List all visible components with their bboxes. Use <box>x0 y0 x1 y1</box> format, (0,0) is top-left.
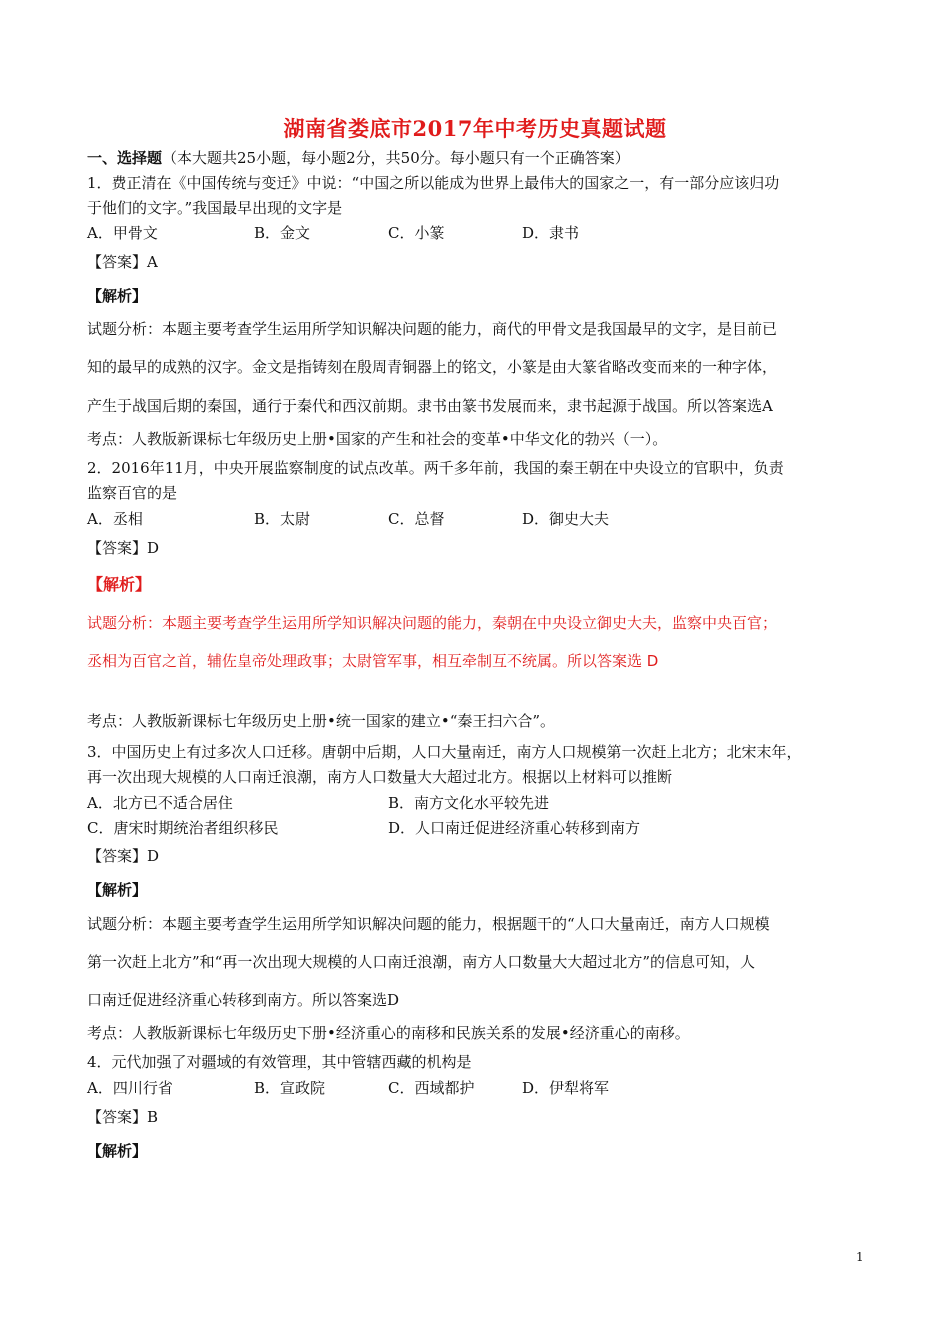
q2-stem-line1: 2．2016年11月，中央开展监察制度的试点改革。两千多年前，我国的秦王朝在中央设立的官职中，负责 <box>87 459 784 477</box>
q2-option-a: A．丞相 <box>87 510 143 528</box>
q2-option-b: B．太尉 <box>254 510 311 528</box>
q2-answer: 【答案】D <box>87 539 160 557</box>
q3-analysis-line1: 试题分析：本题主要考查学生运用所学知识解决问题的能力，根据题干的“人口大量南迁，南方人口规模 <box>87 915 770 933</box>
q1-stem-line2: 于他们的文字。”我国最早出现的文字是 <box>87 199 343 217</box>
page-number: 1 <box>856 1250 864 1264</box>
q3-analysis-label: 【解析】 <box>87 881 148 899</box>
q2-analysis-line2: 丞相为百官之首，辅佐皇帝处理政事；太尉管军事，相互牵制互不统属。所以答案选 D <box>87 652 659 670</box>
q3-analysis-line2: 第一次赶上北方”和“再一次出现大规模的人口南迁浪潮，南方人口数量大大超过北方”的信息可知，人 <box>87 953 756 971</box>
q2-option-c: C．总督 <box>388 510 445 528</box>
q3-stem-line2: 再一次出现大规模的人口南迁浪潮，南方人口数量大大超过北方。根据以上材料可以推断 <box>87 768 673 786</box>
q3-answer: 【答案】D <box>87 847 160 865</box>
q1-option-b: B．金文 <box>254 224 311 242</box>
q1-point: 考点：人教版新课标七年级历史上册•国家的产生和社会的变革•中华文化的勃兴（一）。 <box>87 430 668 448</box>
q3-option-c: C．唐宋时期统治者组织移民 <box>87 819 279 837</box>
q4-option-c: C．西域都护 <box>388 1079 475 1097</box>
q3-analysis-line3: 口南迁促进经济重心转移到南方。所以答案选D <box>87 991 400 1009</box>
q3-option-a: A．北方已不适合居住 <box>87 794 233 812</box>
q2-analysis-label: 【解析】 <box>87 575 152 594</box>
q1-option-c: C．小篆 <box>388 224 445 242</box>
q4-option-d: D．伊犁将军 <box>522 1079 610 1097</box>
q3-point: 考点：人教版新课标七年级历史下册•经济重心的南移和民族关系的发展•经济重心的南移。 <box>87 1024 690 1042</box>
q1-stem-line1: 1．费正清在《中国传统与变迁》中说：“中国之所以能成为世界上最伟大的国家之一，有一部分应该归功 <box>87 174 780 192</box>
q1-option-d: D．隶书 <box>522 224 580 242</box>
q2-option-d: D．御史大夫 <box>522 510 610 528</box>
section-note: （本大题共25小题，每小题2分，共50分。每小题只有一个正确答案） <box>162 149 630 167</box>
q3-option-d: D．人口南迁促进经济重心转移到南方 <box>388 819 641 837</box>
q3-stem-line1: 3．中国历史上有过多次人口迁移。唐朝中后期，人口大量南迁，南方人口规模第一次赶上北方；北宋末年， <box>87 743 802 761</box>
q1-analysis-label: 【解析】 <box>87 287 148 305</box>
section-heading: 一、选择题 <box>87 149 163 167</box>
q4-stem-line1: 4．元代加强了对疆域的有效管理，其中管辖西藏的机构是 <box>87 1053 472 1071</box>
q4-analysis-label: 【解析】 <box>87 1142 148 1160</box>
section-header <box>87 147 630 168</box>
q1-option-a: A．甲骨文 <box>87 224 158 242</box>
q1-analysis-line3: 产生于战国后期的秦国，通行于秦代和西汉前期。隶书由篆书发展而来，隶书起源于战国。所以答案选A <box>87 397 773 415</box>
page-title: 湖南省娄底市2017年中考历史真题试题 <box>283 116 667 141</box>
q4-option-a: A．四川行省 <box>87 1079 173 1097</box>
q4-answer: 【答案】B <box>87 1108 159 1126</box>
q1-analysis-line1: 试题分析：本题主要考查学生运用所学知识解决问题的能力，商代的甲骨文是我国最早的文字，是目前已 <box>87 320 778 338</box>
q2-analysis-line1: 试题分析：本题主要考查学生运用所学知识解决问题的能力，秦朝在中央设立御史大夫，监察中央百官； <box>87 614 778 632</box>
q3-option-b: B．南方文化水平较先进 <box>388 794 550 812</box>
q2-point: 考点：人教版新课标七年级历史上册•统一国家的建立•“秦王扫六合”。 <box>87 712 556 730</box>
q2-stem-line2: 监察百官的是 <box>87 484 178 502</box>
q1-answer: 【答案】A <box>87 253 158 271</box>
q4-option-b: B．宣政院 <box>254 1079 326 1097</box>
q1-analysis-line2: 知的最早的成熟的汉字。金文是指铸刻在殷周青铜器上的铭文，小篆是由大篆省略改变而来的一种字体， <box>87 358 778 376</box>
